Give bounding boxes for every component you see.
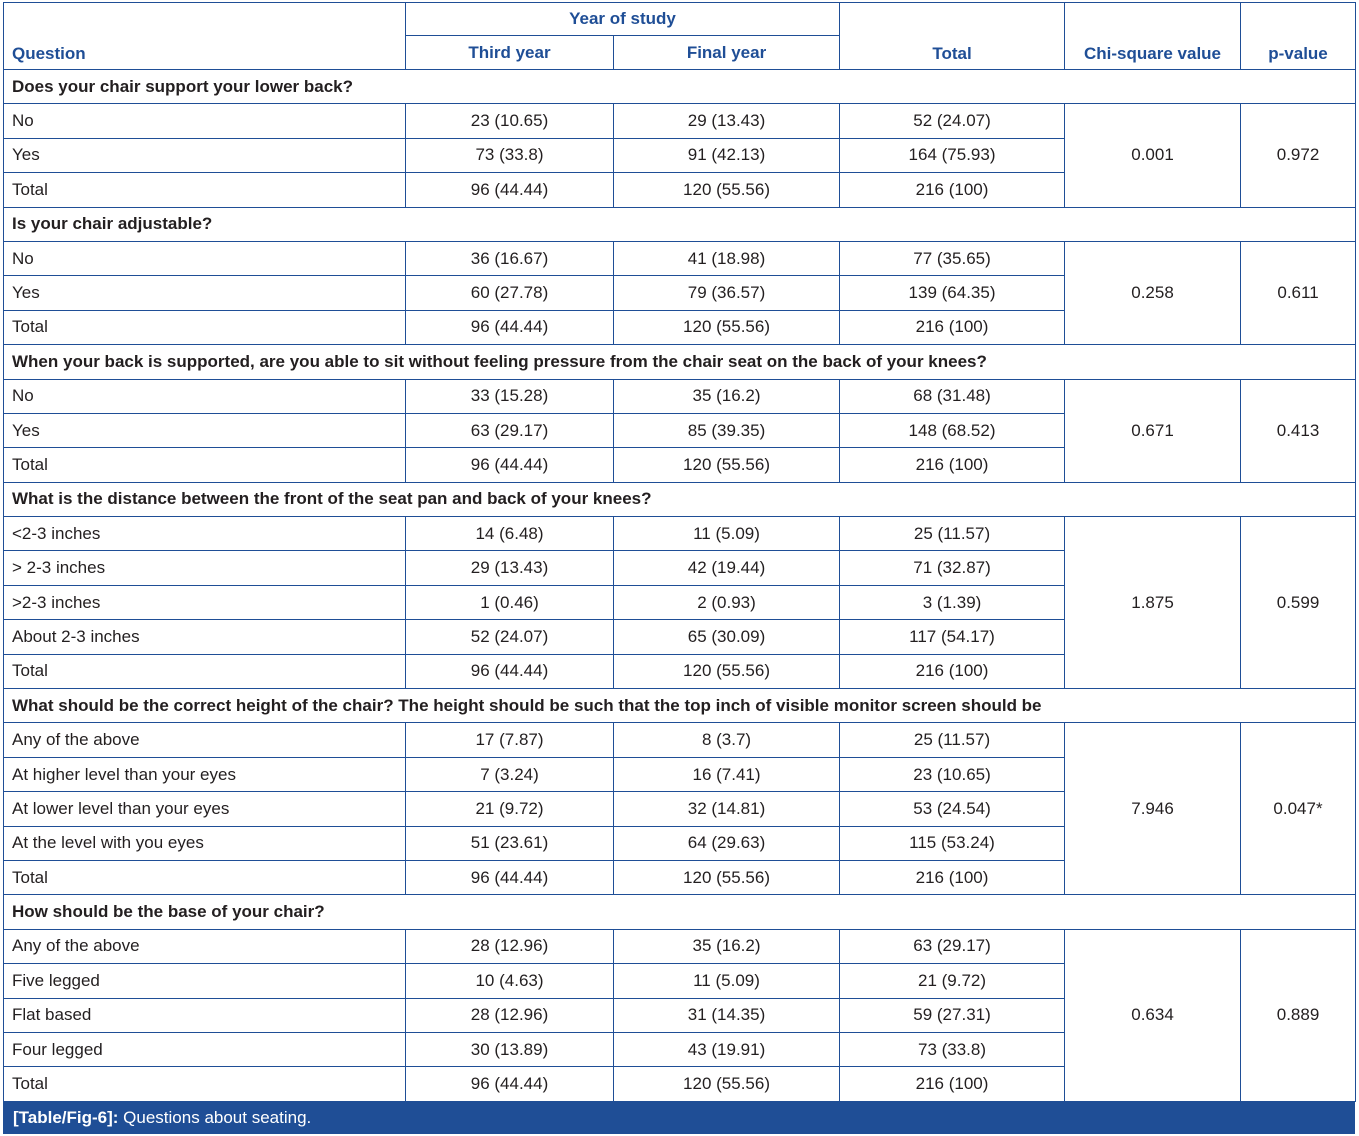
total-cell: 25 (11.57) <box>840 723 1065 757</box>
answer-label: Total <box>4 1067 406 1101</box>
chi-square-cell: 0.671 <box>1065 379 1241 482</box>
final-year-cell: 91 (42.13) <box>614 138 840 172</box>
table-caption <box>3 1101 1355 1134</box>
table-row <box>4 104 1356 138</box>
total-cell: 21 (9.72) <box>840 964 1065 998</box>
question-text: Is your chair adjustable? <box>4 207 1356 241</box>
final-year-cell: 11 (5.09) <box>614 517 840 551</box>
total-cell: 216 (100) <box>840 448 1065 482</box>
header-chi-square: Chi-square value <box>1065 3 1241 70</box>
total-cell: 23 (10.65) <box>840 757 1065 791</box>
header-third-year: Third year <box>406 36 614 70</box>
third-year-cell: 28 (12.96) <box>406 929 614 963</box>
final-year-cell: 31 (14.35) <box>614 998 840 1032</box>
final-year-cell: 29 (13.43) <box>614 104 840 138</box>
table-row <box>4 379 1356 413</box>
header-p-value: p-value <box>1241 3 1356 70</box>
chi-square-cell: 1.875 <box>1065 517 1241 689</box>
p-value-cell: 0.889 <box>1241 929 1356 1101</box>
final-year-cell: 65 (30.09) <box>614 620 840 654</box>
third-year-cell: 60 (27.78) <box>406 276 614 310</box>
question-row <box>4 345 1356 379</box>
answer-label: Flat based <box>4 998 406 1032</box>
total-cell: 117 (54.17) <box>840 620 1065 654</box>
answer-label: > 2-3 inches <box>4 551 406 585</box>
chi-square-cell: 7.946 <box>1065 723 1241 895</box>
table-row <box>4 241 1356 275</box>
third-year-cell: 36 (16.67) <box>406 241 614 275</box>
question-row <box>4 689 1356 723</box>
question-text: What is the distance between the front of the seat pan and back of your knees? <box>4 482 1356 516</box>
answer-label: Total <box>4 654 406 688</box>
answer-label: Four legged <box>4 1032 406 1066</box>
third-year-cell: 10 (4.63) <box>406 964 614 998</box>
final-year-cell: 8 (3.7) <box>614 723 840 757</box>
final-year-cell: 120 (55.56) <box>614 860 840 894</box>
total-cell: 53 (24.54) <box>840 792 1065 826</box>
caption-text: Questions about seating. <box>118 1108 312 1127</box>
header-total: Total <box>840 3 1065 70</box>
question-text: Does your chair support your lower back? <box>4 70 1356 104</box>
answer-label: <2-3 inches <box>4 517 406 551</box>
table-row <box>4 517 1356 551</box>
third-year-cell: 29 (13.43) <box>406 551 614 585</box>
answer-label: Total <box>4 860 406 894</box>
final-year-cell: 43 (19.91) <box>614 1032 840 1066</box>
answer-label: About 2-3 inches <box>4 620 406 654</box>
p-value-cell: 0.611 <box>1241 241 1356 344</box>
final-year-cell: 120 (55.56) <box>614 310 840 344</box>
header-final-year: Final year <box>614 36 840 70</box>
total-cell: 216 (100) <box>840 173 1065 207</box>
third-year-cell: 7 (3.24) <box>406 757 614 791</box>
total-cell: 73 (33.8) <box>840 1032 1065 1066</box>
question-row <box>4 70 1356 104</box>
third-year-cell: 23 (10.65) <box>406 104 614 138</box>
final-year-cell: 79 (36.57) <box>614 276 840 310</box>
answer-label: Any of the above <box>4 723 406 757</box>
answer-label: Yes <box>4 138 406 172</box>
total-cell: 164 (75.93) <box>840 138 1065 172</box>
answer-label: Yes <box>4 276 406 310</box>
answer-label: No <box>4 241 406 275</box>
table-container <box>3 2 1355 1102</box>
third-year-cell: 96 (44.44) <box>406 860 614 894</box>
final-year-cell: 16 (7.41) <box>614 757 840 791</box>
final-year-cell: 41 (18.98) <box>614 241 840 275</box>
answer-label: Total <box>4 173 406 207</box>
answer-label: Yes <box>4 413 406 447</box>
final-year-cell: 120 (55.56) <box>614 448 840 482</box>
third-year-cell: 96 (44.44) <box>406 173 614 207</box>
answer-label: Any of the above <box>4 929 406 963</box>
answer-label: At lower level than your eyes <box>4 792 406 826</box>
total-cell: 63 (29.17) <box>840 929 1065 963</box>
table-row <box>4 929 1356 963</box>
p-value-cell: 0.047* <box>1241 723 1356 895</box>
final-year-cell: 85 (39.35) <box>614 413 840 447</box>
third-year-cell: 14 (6.48) <box>406 517 614 551</box>
third-year-cell: 52 (24.07) <box>406 620 614 654</box>
total-cell: 68 (31.48) <box>840 379 1065 413</box>
question-row <box>4 207 1356 241</box>
p-value-cell: 0.413 <box>1241 379 1356 482</box>
answer-label: >2-3 inches <box>4 585 406 619</box>
answer-label: Five legged <box>4 964 406 998</box>
third-year-cell: 1 (0.46) <box>406 585 614 619</box>
chi-square-cell: 0.258 <box>1065 241 1241 344</box>
third-year-cell: 96 (44.44) <box>406 448 614 482</box>
third-year-cell: 28 (12.96) <box>406 998 614 1032</box>
final-year-cell: 64 (29.63) <box>614 826 840 860</box>
total-cell: 71 (32.87) <box>840 551 1065 585</box>
header-year-of-study: Year of study <box>406 3 840 36</box>
question-text: When your back is supported, are you able to sit without feeling pressure from the chair seat on the back of your knees? <box>4 345 1356 379</box>
question-text: How should be the base of your chair? <box>4 895 1356 929</box>
chi-square-cell: 0.001 <box>1065 104 1241 207</box>
final-year-cell: 11 (5.09) <box>614 964 840 998</box>
question-text: What should be the correct height of the chair? The height should be such that the top inch of visible monitor screen should be <box>4 689 1356 723</box>
total-cell: 25 (11.57) <box>840 517 1065 551</box>
header-row-top <box>4 3 1356 36</box>
header-question: Question <box>4 3 406 70</box>
answer-label: No <box>4 379 406 413</box>
third-year-cell: 96 (44.44) <box>406 310 614 344</box>
final-year-cell: 35 (16.2) <box>614 379 840 413</box>
final-year-cell: 2 (0.93) <box>614 585 840 619</box>
third-year-cell: 73 (33.8) <box>406 138 614 172</box>
seating-questions-table <box>3 2 1356 1102</box>
chi-square-cell: 0.634 <box>1065 929 1241 1101</box>
total-cell: 139 (64.35) <box>840 276 1065 310</box>
total-cell: 216 (100) <box>840 654 1065 688</box>
final-year-cell: 35 (16.2) <box>614 929 840 963</box>
total-cell: 3 (1.39) <box>840 585 1065 619</box>
third-year-cell: 63 (29.17) <box>406 413 614 447</box>
question-row <box>4 482 1356 516</box>
table-row <box>4 723 1356 757</box>
p-value-cell: 0.972 <box>1241 104 1356 207</box>
total-cell: 52 (24.07) <box>840 104 1065 138</box>
third-year-cell: 51 (23.61) <box>406 826 614 860</box>
final-year-cell: 120 (55.56) <box>614 1067 840 1101</box>
total-cell: 216 (100) <box>840 1067 1065 1101</box>
table-body <box>4 70 1356 1102</box>
p-value-cell: 0.599 <box>1241 517 1356 689</box>
final-year-cell: 42 (19.44) <box>614 551 840 585</box>
third-year-cell: 96 (44.44) <box>406 654 614 688</box>
final-year-cell: 120 (55.56) <box>614 173 840 207</box>
total-cell: 216 (100) <box>840 310 1065 344</box>
final-year-cell: 120 (55.56) <box>614 654 840 688</box>
total-cell: 216 (100) <box>840 860 1065 894</box>
total-cell: 77 (35.65) <box>840 241 1065 275</box>
total-cell: 115 (53.24) <box>840 826 1065 860</box>
final-year-cell: 32 (14.81) <box>614 792 840 826</box>
caption-tag: [Table/Fig-6]: <box>13 1108 119 1127</box>
answer-label: At higher level than your eyes <box>4 757 406 791</box>
third-year-cell: 17 (7.87) <box>406 723 614 757</box>
third-year-cell: 33 (15.28) <box>406 379 614 413</box>
third-year-cell: 96 (44.44) <box>406 1067 614 1101</box>
third-year-cell: 30 (13.89) <box>406 1032 614 1066</box>
answer-label: No <box>4 104 406 138</box>
answer-label: At the level with you eyes <box>4 826 406 860</box>
total-cell: 148 (68.52) <box>840 413 1065 447</box>
total-cell: 59 (27.31) <box>840 998 1065 1032</box>
third-year-cell: 21 (9.72) <box>406 792 614 826</box>
answer-label: Total <box>4 310 406 344</box>
question-row <box>4 895 1356 929</box>
answer-label: Total <box>4 448 406 482</box>
